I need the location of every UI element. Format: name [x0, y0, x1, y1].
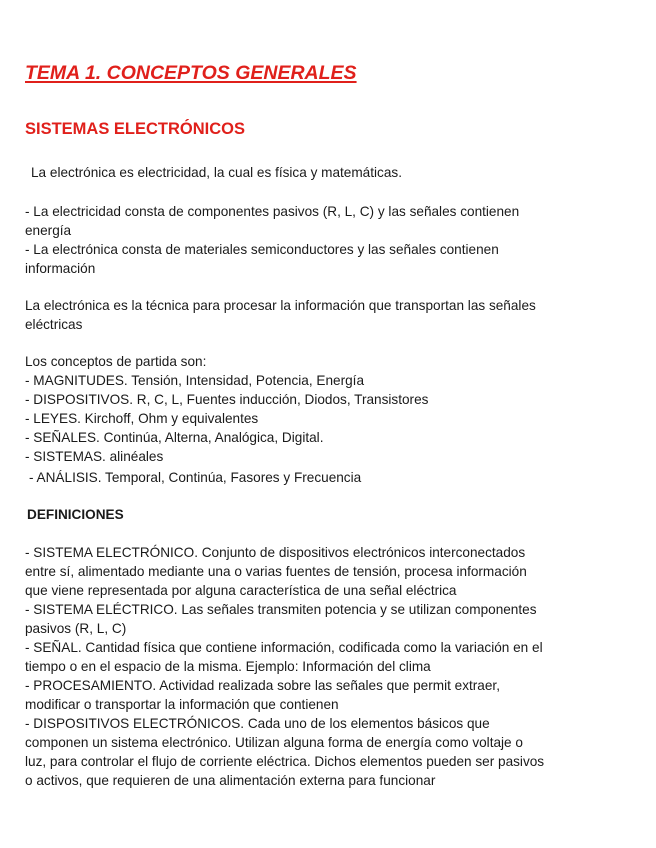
intro-text: La electrónica es electricidad, la cual es física y matemáticas. [31, 165, 402, 180]
definition-line: luz, para controlar el flujo de corriente eléctrica. Dichos elementos pueden ser pasivos [25, 754, 545, 769]
section-title: SISTEMAS ELECTRÓNICOS [25, 120, 246, 138]
comparison-line: - La electrónica consta de materiales semiconductores y las señales contienen [25, 242, 499, 257]
concept-item: - DISPOSITIVOS. R, C, L, Fuentes inducción, Diodos, Transistores [25, 392, 429, 407]
definition-line: o activos, que requieren de una alimentación externa para funcionar [25, 773, 436, 788]
definition-line: modificar o transportar la información que contienen [25, 697, 339, 712]
concept-item: - SISTEMAS. alinéales [25, 449, 164, 464]
definition-line: - PROCESAMIENTO. Actividad realizada sobre las señales que permit extraer, [25, 678, 500, 693]
definition-line: tiempo o en el espacio de la misma. Ejemplo: Información del clima [25, 659, 431, 674]
definition-line: componen un sistema electrónico. Utilizan alguna forma de energía como voltaje o [25, 735, 523, 750]
page-title: TEMA 1. CONCEPTOS GENERALES [25, 62, 357, 84]
definitions-heading: DEFINICIONES [27, 507, 124, 522]
concept-item: - SEÑALES. Continúa, Alterna, Analógica, Digital. [25, 430, 324, 445]
definition-line: que viene representada por alguna característica de una señal eléctrica [25, 583, 457, 598]
definition-line: - SISTEMA ELÉCTRICO. Las señales transmiten potencia y se utilizan componentes [25, 602, 537, 617]
definition-paragraph-line: La electrónica es la técnica para procesar la información que transportan las señales [25, 298, 536, 313]
comparison-line: energía [25, 223, 72, 238]
concept-item: - MAGNITUDES. Tensión, Intensidad, Potencia, Energía [25, 373, 364, 388]
concepts-intro: Los conceptos de partida son: [25, 354, 207, 369]
definition-line: - DISPOSITIVOS ELECTRÓNICOS. Cada uno de los elementos básicos que [25, 716, 490, 731]
concept-item: - LEYES. Kirchoff, Ohm y equivalentes [25, 411, 259, 426]
comparison-line: información [25, 261, 96, 276]
definition-paragraph-line: eléctricas [25, 317, 83, 332]
definition-line: - SEÑAL. Cantidad física que contiene información, codificada como la variación en el [25, 640, 543, 655]
concept-item: - ANÁLISIS. Temporal, Continúa, Fasores y Frecuencia [29, 470, 362, 485]
definition-line: entre sí, alimentado mediante una o varias fuentes de tensión, procesa información [25, 564, 527, 579]
definition-line: pasivos (R, L, C) [25, 621, 127, 636]
comparison-line: - La electricidad consta de componentes pasivos (R, L, C) y las señales contienen [25, 204, 520, 219]
definition-line: - SISTEMA ELECTRÓNICO. Conjunto de dispositivos electrónicos interconectados [25, 545, 526, 560]
